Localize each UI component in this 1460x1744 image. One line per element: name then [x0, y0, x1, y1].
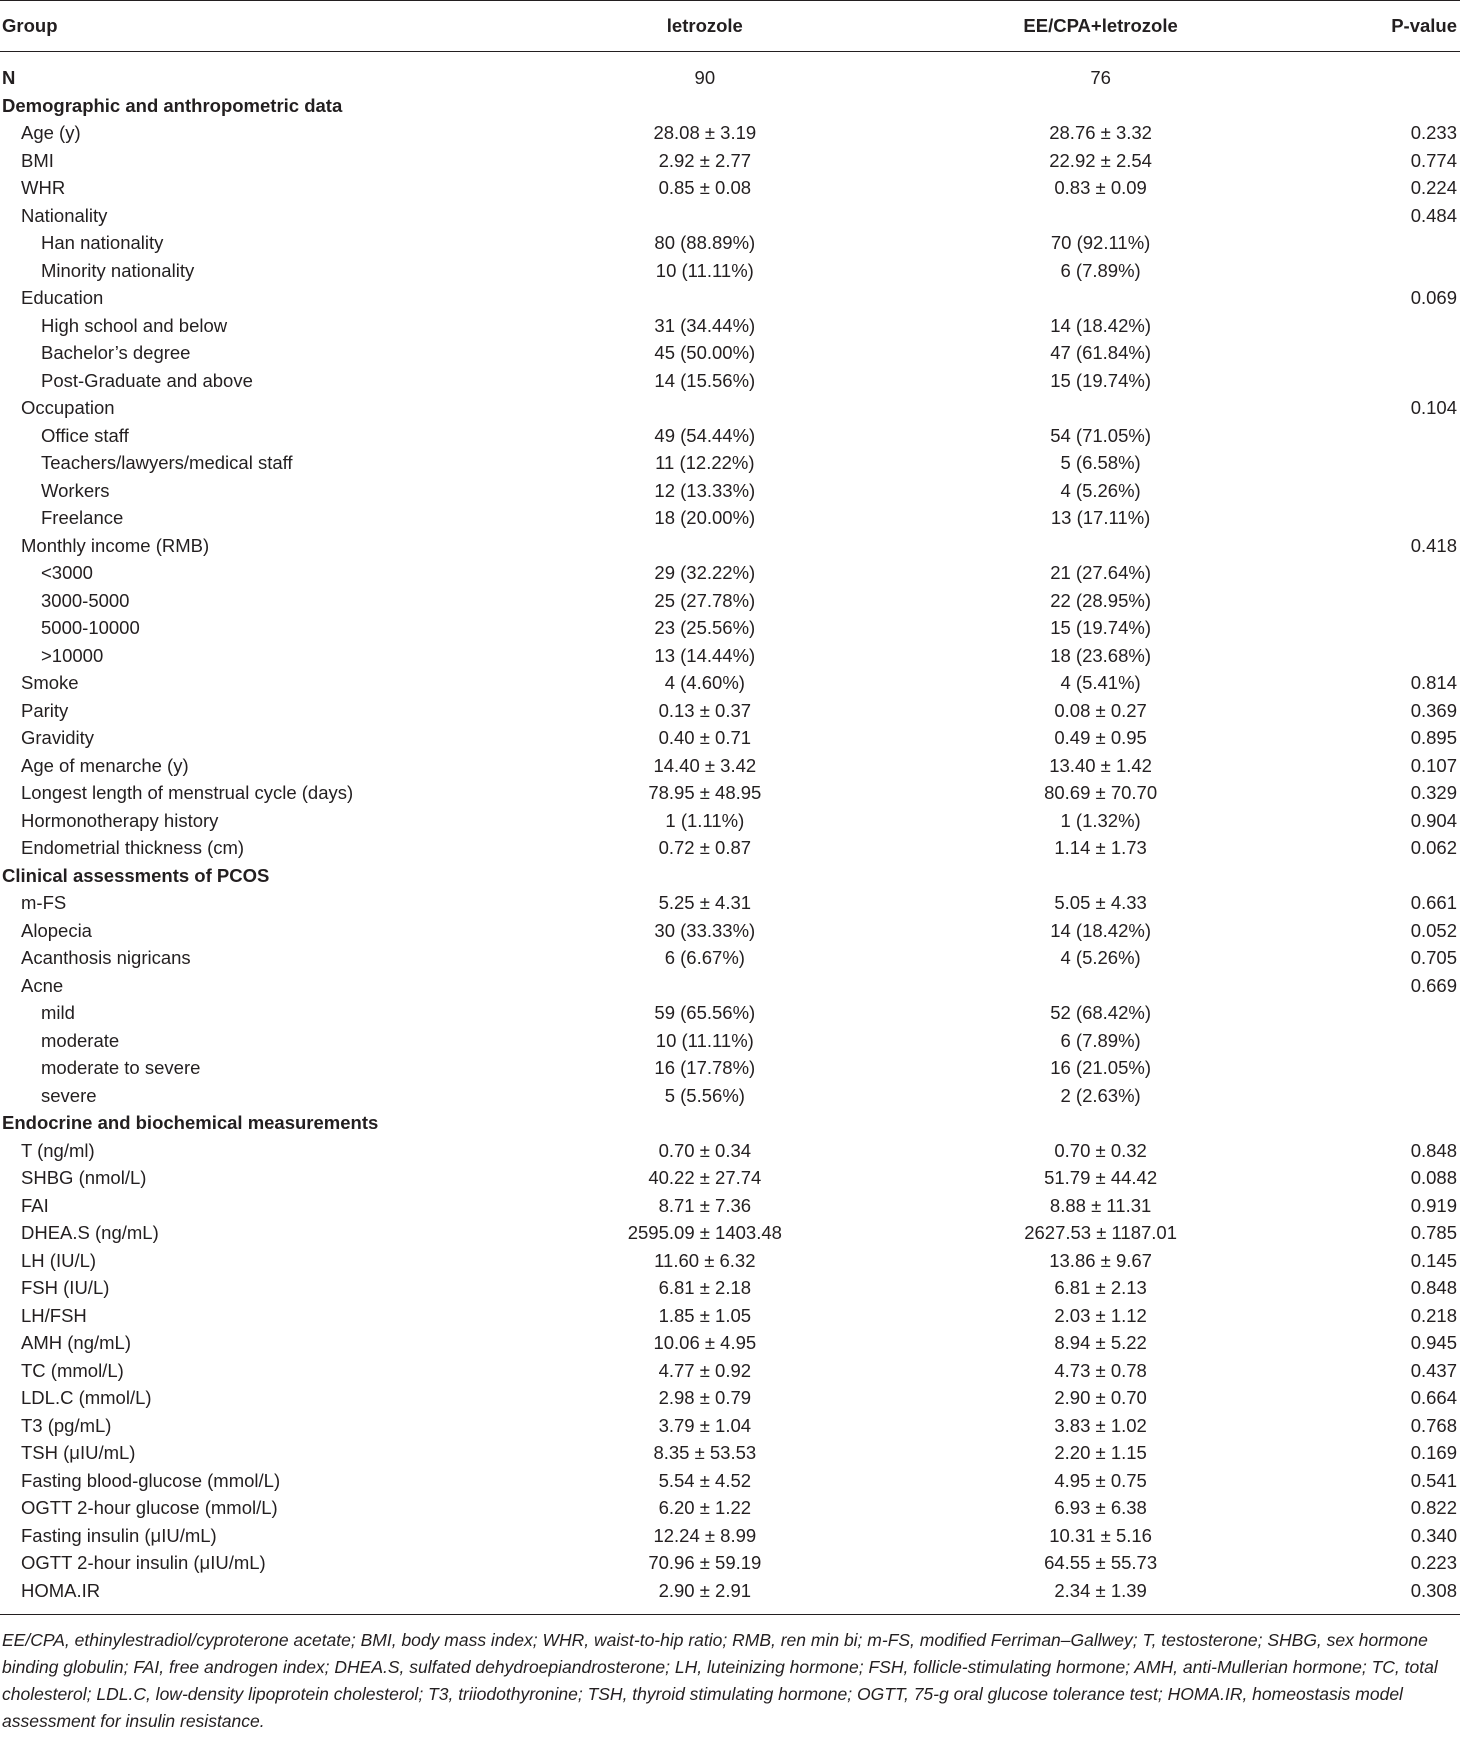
cell-ee-cpa-letrozole — [822, 394, 1378, 422]
table-row — [0, 532, 1460, 560]
cell-ee-cpa-letrozole: 6.93 ± 6.38 — [1054, 1497, 1147, 1518]
cell-p-value: 0.661 — [1410, 892, 1457, 913]
cell-ee-cpa-letrozole: 0.08 ± 0.27 — [1054, 699, 1147, 721]
cell-ee-cpa-letrozole: 14 (18.42%) — [1050, 314, 1151, 336]
row-label: TC (mmol/L) — [21, 1359, 124, 1381]
cell-p-value: 0.088 — [1410, 1167, 1457, 1188]
table-row — [0, 174, 1460, 202]
table-row — [0, 1302, 1460, 1330]
table-row — [0, 559, 1460, 587]
row-label: Office staff — [41, 424, 129, 446]
header-row — [0, 1, 1460, 52]
cell-p-value: 0.785 — [1410, 1222, 1457, 1243]
cell-p-value: 0.107 — [1410, 754, 1457, 776]
cell-letrozole: 11 (12.22%) — [655, 452, 755, 473]
cell-ee-cpa-letrozole: 1 (1.32%) — [1060, 809, 1141, 831]
cell-ee-cpa-letrozole: 4 (5.26%) — [1060, 947, 1141, 968]
row-label: Acanthosis nigricans — [21, 947, 191, 968]
cell-letrozole: 25 (27.78%) — [654, 589, 756, 611]
row-label: Longest length of menstrual cycle (days) — [21, 782, 354, 803]
n-letrozole: 90 — [694, 67, 716, 88]
cell-letrozole: 6.81 ± 2.18 — [658, 1277, 752, 1298]
cell-letrozole: 2.90 ± 2.91 — [587, 1577, 822, 1615]
cell-ee-cpa-letrozole: 4 (5.26%) — [1060, 479, 1141, 501]
row-label: WHR — [21, 177, 66, 198]
table-row — [0, 889, 1460, 917]
cell-p-value: 0.052 — [1410, 919, 1457, 941]
cell-ee-cpa-letrozole: 2.34 ± 1.39 — [822, 1577, 1378, 1615]
table-row — [0, 1082, 1460, 1110]
cell-letrozole: 1.85 ± 1.05 — [658, 1304, 752, 1326]
cell-ee-cpa-letrozole: 6 (7.89%) — [1060, 259, 1141, 281]
cell-p-value: 0.768 — [1410, 1414, 1457, 1436]
row-label: Smoke — [21, 672, 79, 693]
row-label: Post-Graduate and above — [41, 369, 253, 391]
cell-p-value — [1379, 367, 1460, 395]
cell-ee-cpa-letrozole: 6 (7.89%) — [1060, 1029, 1141, 1051]
section-header-row — [0, 1109, 1460, 1137]
cell-ee-cpa-letrozole: 4 (5.41%) — [1060, 672, 1141, 693]
cell-p-value — [1379, 1027, 1460, 1055]
cell-p-value: 0.895 — [1410, 727, 1457, 748]
cell-ee-cpa-letrozole: 2 (2.63%) — [1060, 1084, 1141, 1106]
table-row — [0, 1137, 1460, 1165]
cell-letrozole: 30 (33.33%) — [654, 919, 756, 941]
cell-ee-cpa-letrozole: 21 (27.64%) — [1050, 562, 1151, 583]
cell-p-value: 0.308 — [1379, 1577, 1460, 1615]
row-label: LDL.C (mmol/L) — [21, 1387, 152, 1408]
row-label: LH (IU/L) — [21, 1249, 97, 1271]
row-label: OGTT 2-hour glucose (mmol/L) — [21, 1497, 278, 1518]
table-row — [0, 999, 1460, 1027]
cell-p-value: 0.822 — [1410, 1497, 1457, 1518]
cell-ee-cpa-letrozole: 5.05 ± 4.33 — [1054, 892, 1147, 913]
cell-letrozole: 14 (15.56%) — [654, 369, 756, 391]
cell-ee-cpa-letrozole: 13.40 ± 1.42 — [1049, 754, 1152, 776]
table-row — [0, 1412, 1460, 1440]
cell-ee-cpa-letrozole: 2.20 ± 1.15 — [1054, 1442, 1147, 1463]
cell-ee-cpa-letrozole: 15 (19.74%) — [1050, 369, 1151, 391]
cell-letrozole: 2.92 ± 2.77 — [658, 149, 752, 171]
table-row — [0, 917, 1460, 945]
row-label: Monthly income (RMB) — [21, 534, 210, 556]
cell-p-value — [1379, 999, 1460, 1027]
cell-p-value — [1379, 559, 1460, 587]
cell-p-value: 0.329 — [1410, 782, 1457, 803]
cell-ee-cpa-letrozole: 16 (21.05%) — [1050, 1057, 1151, 1078]
cell-p-value: 0.669 — [1410, 974, 1457, 996]
n-row — [0, 52, 1460, 92]
cell-letrozole: 70.96 ± 59.19 — [648, 1552, 762, 1573]
cell-letrozole: 0.13 ± 0.37 — [658, 699, 752, 721]
row-label: HOMA.IR — [0, 1577, 587, 1615]
cell-ee-cpa-letrozole: 4.95 ± 0.75 — [1054, 1469, 1147, 1491]
cell-p-value: 0.062 — [1410, 837, 1457, 858]
table-row — [0, 1357, 1460, 1385]
row-label: moderate to severe — [41, 1057, 201, 1078]
cell-ee-cpa-letrozole: 13 (17.11%) — [1050, 507, 1151, 528]
table-row — [0, 504, 1460, 532]
cell-ee-cpa-letrozole: 2.03 ± 1.12 — [1054, 1304, 1147, 1326]
row-label: Age (y) — [21, 122, 81, 143]
row-label: Bachelor’s degree — [41, 342, 191, 363]
cell-letrozole: 11.60 ± 6.32 — [654, 1249, 756, 1271]
cell-p-value: 0.705 — [1410, 947, 1457, 968]
cell-letrozole: 0.85 ± 0.08 — [658, 177, 752, 198]
cell-ee-cpa-letrozole: 22.92 ± 2.54 — [1049, 149, 1152, 171]
cell-p-value — [1379, 422, 1460, 450]
row-label: Nationality — [21, 204, 108, 226]
cell-p-value — [1379, 449, 1460, 477]
header-ee-cpa-letrozole: EE/CPA+letrozole — [822, 1, 1378, 52]
cell-ee-cpa-letrozole: 22 (28.95%) — [1050, 589, 1151, 611]
cell-letrozole: 10 (11.11%) — [655, 259, 754, 281]
cell-ee-cpa-letrozole: 0.70 ± 0.32 — [1054, 1139, 1147, 1161]
section-title: Demographic and anthropometric data — [2, 94, 343, 116]
row-label: m-FS — [21, 892, 67, 913]
cell-letrozole: 4.77 ± 0.92 — [658, 1359, 752, 1381]
table-row — [0, 477, 1460, 505]
table-row — [0, 944, 1460, 972]
table-row — [0, 1247, 1460, 1275]
cell-ee-cpa-letrozole: 70 (92.11%) — [1050, 232, 1151, 253]
cell-p-value — [1379, 339, 1460, 367]
row-label: severe — [41, 1084, 97, 1106]
cell-letrozole: 40.22 ± 27.74 — [648, 1167, 762, 1188]
cell-letrozole: 80 (88.89%) — [654, 232, 756, 253]
cell-ee-cpa-letrozole — [822, 532, 1378, 560]
cell-p-value: 0.223 — [1410, 1552, 1457, 1573]
cell-p-value — [1379, 504, 1460, 532]
section-title: Clinical assessments of PCOS — [2, 864, 270, 886]
row-label: mild — [41, 1002, 75, 1023]
cell-letrozole: 31 (34.44%) — [654, 314, 756, 336]
cell-p-value: 0.774 — [1410, 149, 1457, 171]
cell-ee-cpa-letrozole: 8.94 ± 5.22 — [1054, 1332, 1147, 1353]
cell-letrozole: 0.70 ± 0.34 — [658, 1139, 752, 1161]
table-row — [0, 752, 1460, 780]
cell-letrozole — [587, 532, 822, 560]
cell-ee-cpa-letrozole: 80.69 ± 70.70 — [1044, 782, 1158, 803]
cell-letrozole: 28.08 ± 3.19 — [653, 122, 757, 143]
cell-p-value: 0.919 — [1410, 1194, 1457, 1216]
row-label: Age of menarche (y) — [21, 754, 189, 776]
cell-p-value: 0.224 — [1410, 177, 1457, 198]
cell-ee-cpa-letrozole: 2.90 ± 0.70 — [1054, 1387, 1147, 1408]
row-label: OGTT 2-hour insulin (μIU/mL) — [21, 1552, 266, 1573]
cell-letrozole: 3.79 ± 1.04 — [658, 1414, 752, 1436]
cell-ee-cpa-letrozole: 2627.53 ± 1187.01 — [1024, 1222, 1178, 1243]
n-combo: 76 — [1090, 67, 1111, 88]
cell-ee-cpa-letrozole: 0.83 ± 0.09 — [1054, 177, 1147, 198]
n-pvalue — [1379, 52, 1460, 92]
table-row — [0, 697, 1460, 725]
cell-letrozole: 5 (5.56%) — [664, 1084, 745, 1106]
cell-ee-cpa-letrozole: 54 (71.05%) — [1050, 424, 1151, 446]
cell-ee-cpa-letrozole — [822, 202, 1378, 230]
table-row — [0, 1164, 1460, 1192]
row-label: 5000-10000 — [41, 617, 140, 638]
cell-ee-cpa-letrozole: 6.81 ± 2.13 — [1054, 1277, 1147, 1298]
cell-p-value: 0.484 — [1410, 204, 1457, 226]
table-row — [0, 807, 1460, 835]
cell-ee-cpa-letrozole: 64.55 ± 55.73 — [1044, 1552, 1158, 1573]
cell-p-value: 0.945 — [1410, 1332, 1457, 1353]
cell-ee-cpa-letrozole: 15 (19.74%) — [1050, 617, 1151, 638]
cell-ee-cpa-letrozole: 8.88 ± 11.31 — [1049, 1194, 1152, 1216]
cell-letrozole: 14.40 ± 3.42 — [653, 754, 757, 776]
row-label: Minority nationality — [41, 259, 195, 281]
cell-p-value: 0.104 — [1410, 397, 1457, 418]
cell-letrozole: 18 (20.00%) — [654, 507, 756, 528]
cell-p-value: 0.418 — [1410, 534, 1457, 556]
row-label: Fasting blood-glucose (mmol/L) — [21, 1469, 281, 1491]
table-row — [0, 1522, 1460, 1550]
table-row — [0, 147, 1460, 175]
table-row — [0, 1549, 1460, 1577]
row-label: Parity — [21, 699, 69, 721]
cell-p-value: 0.848 — [1410, 1139, 1457, 1161]
cell-letrozole: 10.06 ± 4.95 — [653, 1332, 757, 1353]
section-title: Endocrine and biochemical measurements — [2, 1112, 379, 1133]
row-label: Teachers/lawyers/medical staff — [41, 452, 293, 473]
row-label: Endometrial thickness (cm) — [21, 837, 245, 858]
cell-letrozole: 49 (54.44%) — [654, 424, 756, 446]
header-letrozole: letrozole — [587, 1, 822, 52]
cell-ee-cpa-letrozole: 13.86 ± 9.67 — [1049, 1249, 1152, 1271]
cell-letrozole: 8.71 ± 7.36 — [658, 1194, 752, 1216]
row-label: Education — [21, 287, 104, 308]
table-row — [0, 972, 1460, 1000]
cell-p-value — [1379, 642, 1460, 670]
section-header-row — [0, 92, 1460, 120]
cell-letrozole: 8.35 ± 53.53 — [653, 1442, 757, 1463]
cell-ee-cpa-letrozole: 51.79 ± 44.42 — [1044, 1167, 1158, 1188]
cell-p-value: 0.069 — [1410, 287, 1457, 308]
cell-letrozole: 78.95 ± 48.95 — [648, 782, 762, 803]
row-label: Workers — [41, 479, 110, 501]
table-row — [0, 642, 1460, 670]
row-label: Acne — [21, 974, 64, 996]
cell-p-value — [1379, 229, 1460, 257]
row-label: LH/FSH — [21, 1304, 87, 1326]
table-footnote: EE/CPA, ethinylestradiol/cyproterone acetate; BMI, body mass index; WHR, waist-to-hip ratio; RMB, ren min bi; m-FS, modified Ferriman–Gallwey; T, testosterone; SHBG, sex hormone binding globulin; FAI, free androgen index; DHEA.S, sulfated dehydroepiandrosterone; LH, luteinizing hormone; FSH, follicle-stimulating hormone; AMH, anti-Mullerian hormone; TC, total cholesterol; LDL.C, low-density lipoprotein cholesterol; T3, triiodothyronine; TSH, thyroid stimulating hormone; OGTT, 75-g oral glucose tolerance test; HOMA.IR, homeostasis model assessment for insulin resistance. — [2, 1630, 1438, 1731]
cell-letrozole: 4 (4.60%) — [664, 672, 745, 693]
cell-letrozole: 23 (25.56%) — [654, 617, 756, 638]
row-label: Gravidity — [21, 727, 94, 748]
table-row — [0, 449, 1460, 477]
row-label: Hormonotherapy history — [21, 809, 219, 831]
cell-p-value — [1379, 312, 1460, 340]
table-row — [0, 614, 1460, 642]
table-row — [0, 229, 1460, 257]
cell-ee-cpa-letrozole: 4.73 ± 0.78 — [1054, 1359, 1147, 1381]
table-row — [0, 119, 1460, 147]
table-row — [0, 1054, 1460, 1082]
row-label: FAI — [21, 1194, 49, 1216]
cell-p-value: 0.814 — [1410, 672, 1457, 693]
cell-letrozole: 29 (32.22%) — [654, 562, 756, 583]
table-row — [0, 669, 1460, 697]
cell-letrozole: 1 (1.11%) — [665, 809, 745, 831]
row-label: AMH (ng/mL) — [21, 1332, 131, 1353]
cell-letrozole — [587, 972, 822, 1000]
cell-p-value: 0.369 — [1410, 699, 1457, 721]
cell-p-value: 0.233 — [1410, 122, 1457, 143]
row-label: Occupation — [21, 397, 115, 418]
table-row — [0, 257, 1460, 285]
table-row — [0, 587, 1460, 615]
table-row — [0, 1577, 1460, 1615]
table-row — [0, 1027, 1460, 1055]
row-label: <3000 — [41, 562, 93, 583]
cell-ee-cpa-letrozole: 3.83 ± 1.02 — [1054, 1414, 1147, 1436]
row-label: High school and below — [41, 314, 228, 336]
cell-ee-cpa-letrozole — [822, 284, 1378, 312]
cell-p-value: 0.340 — [1410, 1524, 1457, 1546]
cell-ee-cpa-letrozole: 47 (61.84%) — [1050, 342, 1151, 363]
table-row — [0, 1494, 1460, 1522]
cell-p-value: 0.218 — [1410, 1304, 1457, 1326]
row-label: Han nationality — [41, 232, 164, 253]
cell-p-value: 0.848 — [1410, 1277, 1457, 1298]
cell-p-value — [1379, 1054, 1460, 1082]
cell-p-value — [1379, 257, 1460, 285]
cell-p-value — [1379, 477, 1460, 505]
n-label: N — [2, 67, 16, 88]
cell-letrozole: 2.98 ± 0.79 — [658, 1387, 752, 1408]
cell-ee-cpa-letrozole: 10.31 ± 5.16 — [1049, 1524, 1152, 1546]
cell-letrozole: 16 (17.78%) — [654, 1057, 756, 1078]
cell-ee-cpa-letrozole: 28.76 ± 3.32 — [1049, 122, 1152, 143]
header-p-value: P-value — [1379, 1, 1460, 52]
cell-p-value: 0.169 — [1410, 1442, 1457, 1463]
table-row — [0, 367, 1460, 395]
cell-letrozole — [587, 394, 822, 422]
cell-p-value — [1379, 614, 1460, 642]
cell-letrozole: 59 (65.56%) — [654, 1002, 756, 1023]
cell-letrozole: 6.20 ± 1.22 — [658, 1497, 752, 1518]
table-row — [0, 202, 1460, 230]
cell-letrozole: 12.24 ± 8.99 — [653, 1524, 757, 1546]
table-row — [0, 339, 1460, 367]
table-row — [0, 1219, 1460, 1247]
row-label: Fasting insulin (μIU/mL) — [21, 1524, 217, 1546]
table-row — [0, 1274, 1460, 1302]
table-row — [0, 1467, 1460, 1495]
cell-ee-cpa-letrozole: 14 (18.42%) — [1050, 919, 1151, 941]
row-label: DHEA.S (ng/mL) — [21, 1222, 159, 1243]
cell-letrozole: 45 (50.00%) — [654, 342, 756, 363]
cell-letrozole: 10 (11.11%) — [655, 1029, 754, 1051]
row-label: FSH (IU/L) — [21, 1277, 110, 1298]
cell-ee-cpa-letrozole: 52 (68.42%) — [1050, 1002, 1151, 1023]
table-row — [0, 834, 1460, 862]
cell-ee-cpa-letrozole: 5 (6.58%) — [1060, 452, 1141, 473]
table-row — [0, 1329, 1460, 1357]
cell-ee-cpa-letrozole: 18 (23.68%) — [1050, 644, 1151, 666]
table-row — [0, 394, 1460, 422]
cell-letrozole: 2595.09 ± 1403.48 — [627, 1222, 782, 1243]
row-label: T3 (pg/mL) — [21, 1414, 112, 1436]
row-label: >10000 — [41, 644, 104, 666]
row-label: moderate — [41, 1029, 120, 1051]
section-header-row — [0, 862, 1460, 890]
table-row — [0, 1439, 1460, 1467]
table-row — [0, 284, 1460, 312]
row-label: Alopecia — [21, 919, 92, 941]
cell-p-value — [1379, 587, 1460, 615]
cell-p-value: 0.904 — [1410, 809, 1457, 831]
cell-letrozole: 5.54 ± 4.52 — [658, 1469, 752, 1491]
row-label: BMI — [21, 149, 54, 171]
row-label: SHBG (nmol/L) — [21, 1167, 147, 1188]
row-label: 3000-5000 — [41, 589, 130, 611]
table-row — [0, 724, 1460, 752]
table-row — [0, 312, 1460, 340]
cell-letrozole: 13 (14.44%) — [654, 644, 756, 666]
cell-letrozole — [587, 284, 822, 312]
cell-ee-cpa-letrozole: 1.14 ± 1.73 — [1054, 837, 1147, 858]
row-label: Freelance — [41, 507, 124, 528]
header-group: Group — [0, 1, 587, 52]
cell-letrozole: 12 (13.33%) — [654, 479, 756, 501]
cell-letrozole: 5.25 ± 4.31 — [658, 892, 752, 913]
cell-p-value — [1379, 1082, 1460, 1110]
row-label: T (ng/ml) — [21, 1139, 95, 1161]
cell-letrozole: 0.40 ± 0.71 — [658, 727, 752, 748]
cell-ee-cpa-letrozole — [822, 972, 1378, 1000]
table-row — [0, 1384, 1460, 1412]
table-row — [0, 779, 1460, 807]
cell-p-value: 0.145 — [1410, 1249, 1457, 1271]
cell-p-value: 0.541 — [1410, 1469, 1457, 1491]
cell-p-value: 0.664 — [1410, 1387, 1457, 1408]
cell-letrozole — [587, 202, 822, 230]
cell-ee-cpa-letrozole: 0.49 ± 0.95 — [1054, 727, 1147, 748]
row-label: TSH (μIU/mL) — [21, 1442, 136, 1463]
table-row — [0, 422, 1460, 450]
cell-letrozole: 6 (6.67%) — [664, 947, 745, 968]
cell-letrozole: 0.72 ± 0.87 — [658, 837, 752, 858]
cell-p-value: 0.437 — [1410, 1359, 1457, 1381]
table-row — [0, 1192, 1460, 1220]
